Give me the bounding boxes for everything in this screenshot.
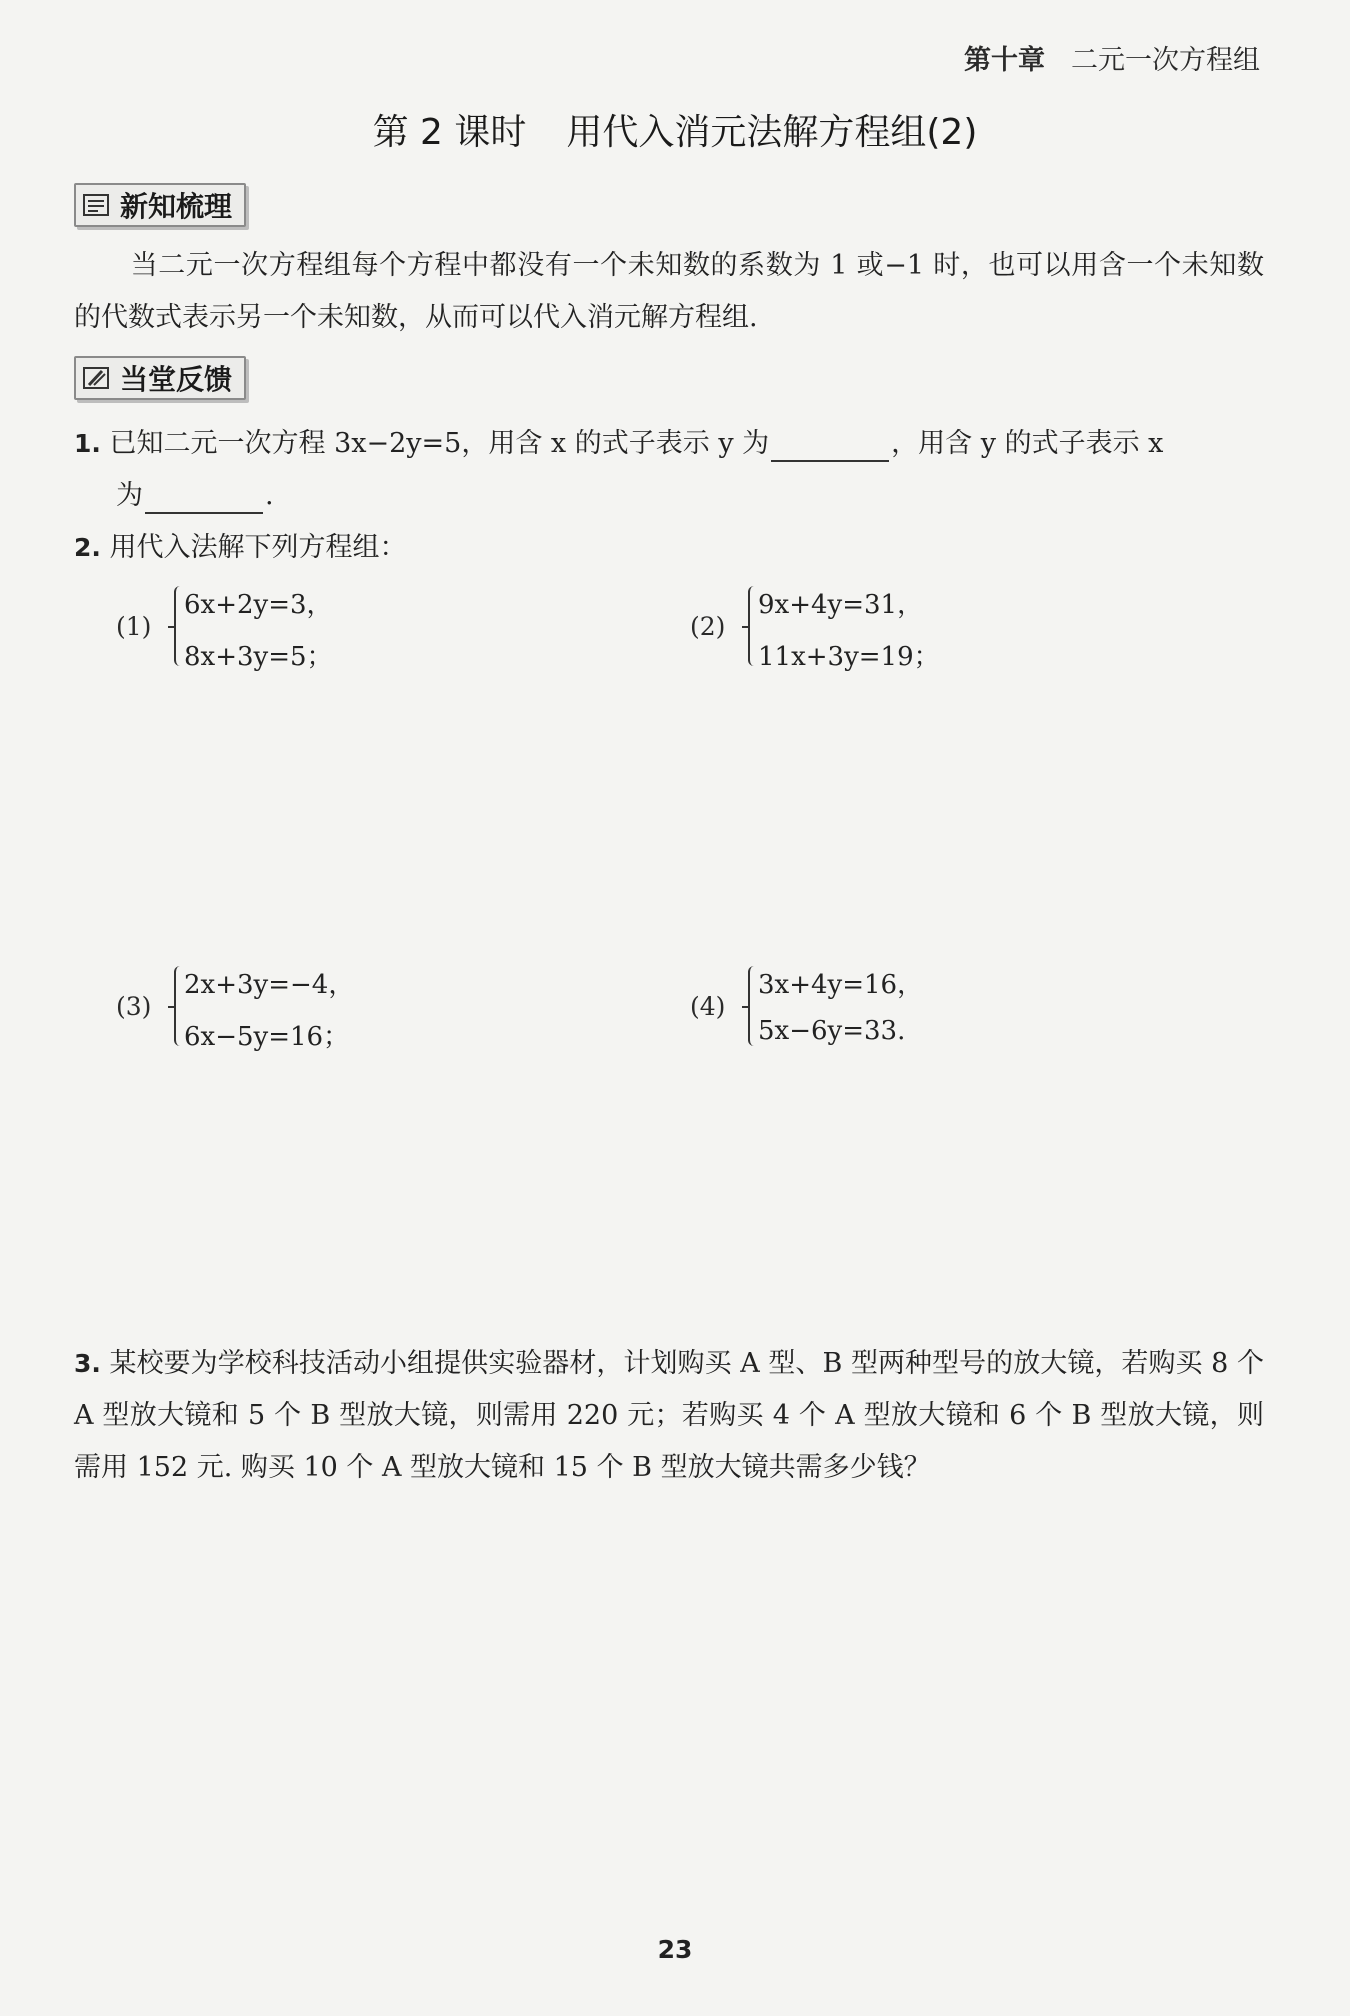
question-number: 2. bbox=[74, 533, 101, 562]
equation: 3x+4y=16， bbox=[758, 970, 924, 1000]
question-3-text: 某校要为学校科技活动小组提供实验器材，计划购买 A 型、B 型两种型号的放大镜，若购买 8 个 A 型放大镜和 5 个 B 型放大镜，则需用 220 元；若购买 4 个 A 型放大镜和 6 个 B 型放大镜，则需用 152 元. 购买 10 个 A 型放大镜和 15 个 B 型放大镜共需多少钱？ bbox=[74, 1348, 1264, 1483]
section-tag-new-knowledge bbox=[74, 183, 246, 227]
equation: 11x+3y=19； bbox=[758, 642, 940, 672]
section-label: 新知梳理 bbox=[120, 190, 233, 223]
chapter-header bbox=[964, 38, 1260, 77]
section-tag-feedback bbox=[74, 356, 246, 400]
question-1-text-a: 已知二元一次方程 3x−2y=5，用含 x 的式子表示 y 为 bbox=[109, 428, 770, 459]
system-brace bbox=[174, 586, 184, 666]
question-1-text-d: . bbox=[265, 480, 274, 511]
lesson-title bbox=[0, 104, 1350, 155]
lesson-number: 第 2 课时 bbox=[372, 112, 527, 153]
book-icon bbox=[82, 192, 110, 218]
equation: 6x−5y=16； bbox=[184, 1022, 350, 1052]
equation: 6x+2y=3， bbox=[184, 590, 333, 620]
section-label: 当堂反馈 bbox=[120, 363, 233, 396]
equation: 9x+4y=31， bbox=[758, 590, 924, 620]
equation: 8x+3y=5； bbox=[184, 642, 333, 672]
question-number: 1. bbox=[74, 429, 101, 458]
question-number: 3. bbox=[74, 1349, 101, 1378]
question-1-text-c: 为 bbox=[116, 480, 143, 511]
system-label: (3) bbox=[116, 992, 152, 1021]
system-brace bbox=[748, 586, 758, 666]
lesson-topic: 用代入消元法解方程组(2) bbox=[566, 112, 978, 153]
question-2 bbox=[74, 530, 407, 566]
answer-blank-y[interactable] bbox=[771, 434, 889, 462]
chapter-title: 二元一次方程组 bbox=[1071, 45, 1260, 76]
question-1-text-b: ，用含 y 的式子表示 x bbox=[891, 428, 1164, 459]
page-number: 23 bbox=[657, 1935, 693, 1964]
system-brace bbox=[174, 966, 184, 1046]
question-1-cont bbox=[116, 478, 274, 514]
system-label: (4) bbox=[690, 992, 726, 1021]
new-knowledge-body: 当二元一次方程组每个方程中都没有一个未知数的系数为 1 或−1 时，也可以用含一个未知数的代数式表示另一个未知数，从而可以代入消元解方程组. bbox=[74, 250, 1264, 333]
answer-blank-x[interactable] bbox=[145, 486, 263, 514]
system-label: (2) bbox=[690, 612, 726, 641]
pencil-icon bbox=[82, 365, 110, 391]
equation: 2x+3y=−4， bbox=[184, 970, 355, 1000]
system-brace bbox=[748, 966, 758, 1046]
chapter-number: 第十章 bbox=[964, 45, 1045, 76]
question-3 bbox=[74, 1338, 1264, 1494]
question-2-text: 用代入法解下列方程组： bbox=[109, 532, 407, 563]
question-1 bbox=[74, 426, 1163, 462]
equation: 5x−6y=33. bbox=[758, 1016, 906, 1046]
system-label: (1) bbox=[116, 612, 152, 641]
new-knowledge-text bbox=[74, 240, 1264, 344]
